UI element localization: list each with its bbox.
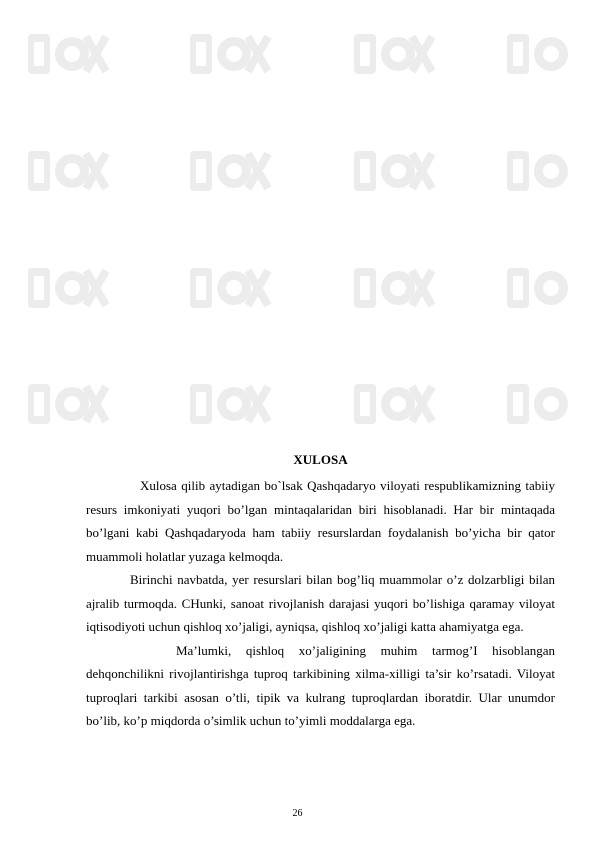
section-title: XULOSA [293, 452, 348, 467]
watermark-logo-icon [352, 262, 444, 314]
watermark-logo-icon [505, 262, 595, 314]
watermark-logo-icon [26, 378, 118, 430]
page-number: 26 [292, 808, 303, 819]
watermark-logo-icon [505, 145, 595, 197]
watermark-logo-icon [188, 145, 280, 197]
document-body [86, 452, 555, 733]
watermark-logo-icon [26, 28, 118, 80]
paragraph: Ma’lumki, qishloq xo’jaligining muhim tarmog’I hisoblangan dehqonchilikni rivojlantirishga tuproq tarkibining xilma-xilligi ta’sir ko’rsatadi. Viloyat tuproqlari tarkibi asosan o’tli, tipik va kulrang tuproqlardan iboratdir. Ular unumdor bo’lib, ko’p miqdorda o’simlik uchun to’yimli moddalarga ega. [86, 642, 555, 728]
watermark-logo-icon [188, 28, 280, 80]
watermark-logo-icon [26, 145, 118, 197]
paragraph: Xulosa qilib aytadigan bo`lsak Qashqadaryo viloyati respublikamizning tabiiy resurs imkoniyati yuqori bo’lgan mintaqalaridan biri hisoblanadi. Har bir mintaqada bo’lgani kabi Qashqadaryoda ham tabiiy resurslardan foydalanish bo’yicha bir qator muammoli holatlar yuzaga kelmoqda. [86, 478, 555, 564]
watermark-logo-icon [188, 262, 280, 314]
watermark-logo-icon [352, 28, 444, 80]
watermark-logo-icon [26, 262, 118, 314]
paragraph: Birinchi navbatda, yer resurslari bilan bog’liq muammolar o’z dolzarbligi bilan ajralib turmoqda. CHunki, sanoat rivojlanish darajasi yuqori bo’lishiga qaramay viloyat iqtisodiyoti uchun qishloq xo’jaligi, ayniqsa, qishloq xo’jaligi katta ahamiyatga ega. [86, 572, 555, 634]
watermark-logo-icon [505, 28, 595, 80]
watermark-logo-icon [505, 378, 595, 430]
watermark-logo-icon [188, 378, 280, 430]
watermark-logo-icon [352, 378, 444, 430]
watermark-logo-icon [352, 145, 444, 197]
